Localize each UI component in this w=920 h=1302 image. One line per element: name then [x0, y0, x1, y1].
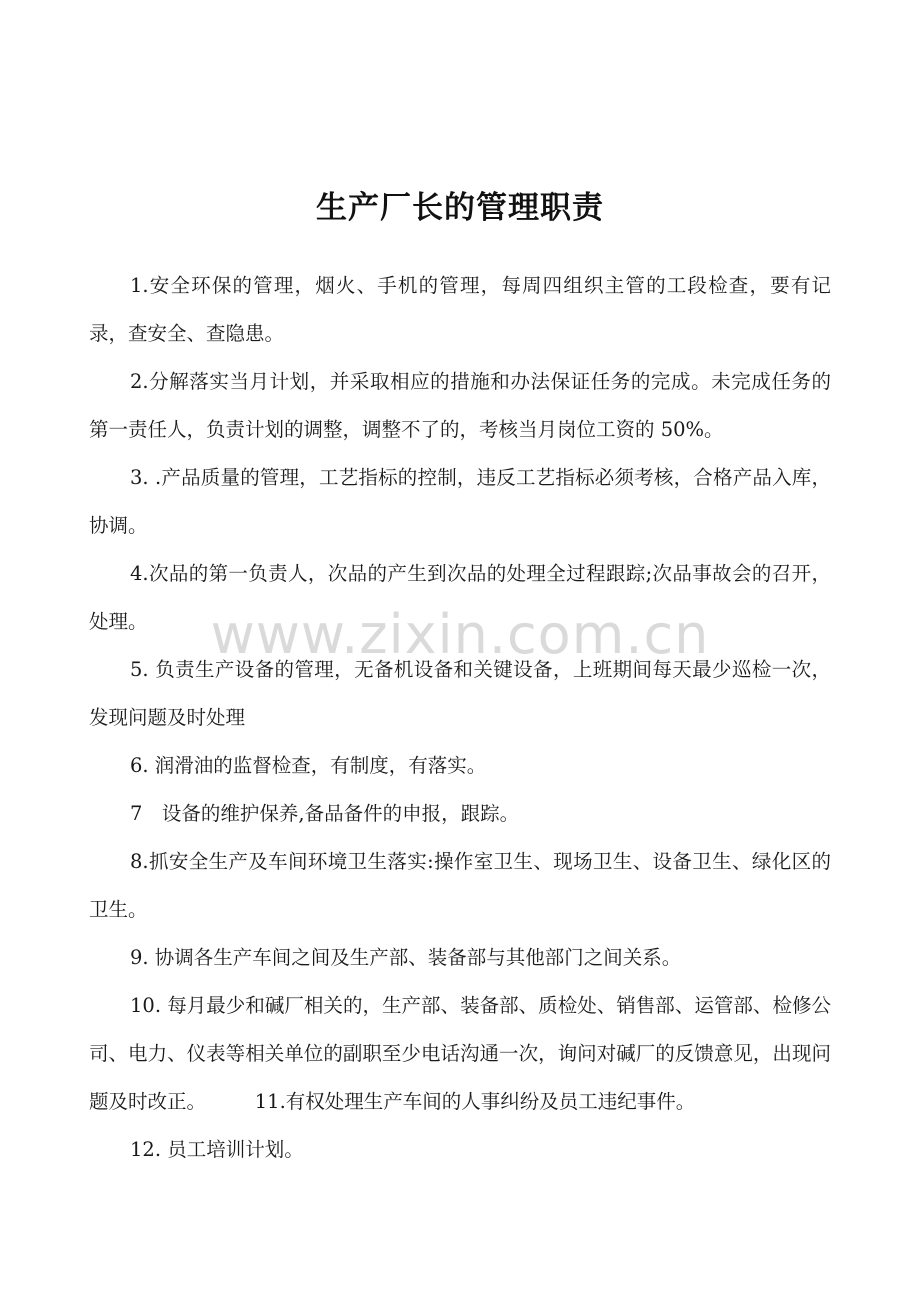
document-title: 生产厂长的管理职责 [316, 190, 604, 226]
duty-item-6: 6. 润滑油的监督检查，有制度，有落实。 [130, 754, 487, 777]
duty-item-9: 9. 协调各生产车间之间及生产部、装备部与其他部门之间关系。 [130, 946, 682, 969]
duty-item-4: 4.次品的第一负责人，次品的产生到次品的处理全过程跟踪;次品事故会的召开，处理。 [89, 562, 831, 633]
duty-item-8: 8.抓安全生产及车间环境卫生落实:操作室卫生、现场卫生、设备卫生、绿化区的卫生。 [89, 850, 831, 921]
duty-item-5: 5. 负责生产设备的管理，无备机设备和关键设备，上班期间每天最少巡检一次，发现问题及时处理 [89, 658, 831, 729]
duty-item-3: 3. .产品质量的管理，工艺指标的控制，违反工艺指标必须考核，合格产品入库，协调。 [89, 466, 831, 537]
duty-item-10-11: 10. 每月最少和碱厂相关的，生产部、装备部、质检处、销售部、运管部、检修公司、电力、仪表等相关单位的副职至少电话沟通一次，询问对碱厂的反馈意见，出现问题及时改正。 11.有权处理生产车间的人事纠纷及员工违纪事件。 [89, 994, 831, 1113]
duty-item-1: 1.安全环保的管理，烟火、手机的管理，每周四组织主管的工段检查，要有记录，查安全、查隐患。 [89, 274, 831, 345]
duty-item-7: 7 设备的维护保养,备品备件的申报，跟踪。 [130, 802, 520, 825]
document-body [89, 262, 831, 1174]
watermark-text: www.zixin.com.cn [210, 603, 710, 666]
duty-item-2: 2.分解落实当月计划，并采取相应的措施和办法保证任务的完成。未完成任务的第一责任人，负责计划的调整，调整不了的，考核当月岗位工资的 50%。 [89, 370, 831, 441]
duty-item-12: 12. 员工培训计划。 [130, 1138, 304, 1161]
